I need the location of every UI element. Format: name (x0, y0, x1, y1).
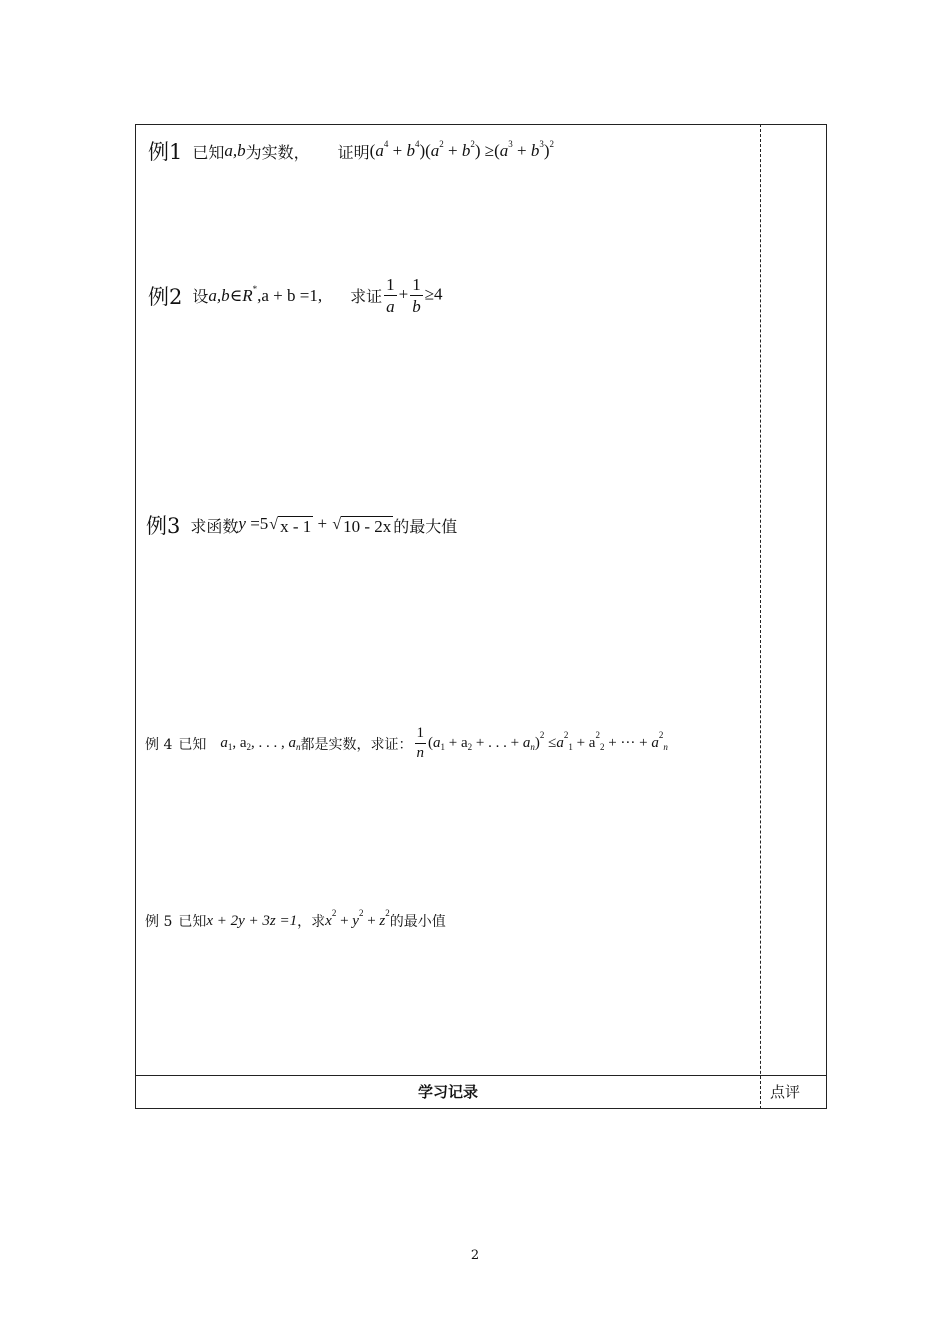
example-1 (148, 136, 554, 166)
example-1-formula: $(a^4 + b^4)(a^2 + b^2) \ge(a^3 + b^3)^2$ (369, 139, 555, 160)
example-3-text: 求函数 (190, 516, 239, 536)
example-4 (145, 726, 668, 761)
worksheet-table (135, 124, 827, 1109)
comment-label: 点评 (770, 1083, 801, 1101)
example-4-suffix: 都是实数，求证： (300, 736, 413, 753)
example-5-given: 已知 (178, 914, 207, 930)
page-number: 2 (470, 1248, 480, 1263)
example-1-vars: a,b (224, 141, 246, 160)
example-4-vars: $a_1$, $a_2$, . . . , $a_n$ (220, 735, 301, 752)
example-3-suffix: 的最大值 (393, 516, 458, 536)
example-3-formula: y =5 √ x - 1 + √ 10 - 2x (238, 513, 392, 536)
example-4-given: 已知 (178, 736, 207, 753)
example-1-given: 已知 (192, 142, 225, 162)
example-2-formula: $\frac{1}{a}$ + $\frac{1}{b}$ ≥4 (386, 275, 443, 316)
footer-row-divider (135, 1075, 827, 1076)
example-2 (148, 276, 443, 315)
example-3 (146, 510, 457, 540)
example-2-label: 例2 (148, 284, 183, 309)
example-2-condition: a,b∈R*,a + b =1, (208, 283, 323, 305)
example-5-suffix: 的最小值 (389, 914, 446, 930)
comment-column-divider (760, 124, 761, 1109)
example-1-desc: 为实数， (245, 142, 310, 162)
example-2-let: 设 (192, 287, 209, 306)
example-3-label: 例3 (146, 514, 181, 538)
example-4-formula: $\frac{1}{n}$ ($a_1 + a_2$ + . . . + $a_n)^2 \le a^2_1 + a^2_2$ + ··· + $a^2_n$ (416, 725, 668, 761)
example-5-condition: x + 2y + 3z =1 (206, 912, 298, 929)
example-1-prove: 证明 (337, 142, 370, 162)
example-2-prove: 求证 (350, 287, 383, 306)
example-4-label: 例 4 (145, 736, 173, 753)
example-5 (145, 907, 446, 931)
study-record-label: 学习记录 (417, 1083, 478, 1101)
example-5-label: 例 5 (145, 914, 173, 930)
example-5-formula: $x^2 + y^2 + z^2$ (325, 907, 390, 929)
example-5-mid: ，求 (297, 914, 326, 930)
example-1-label: 例1 (148, 140, 183, 164)
